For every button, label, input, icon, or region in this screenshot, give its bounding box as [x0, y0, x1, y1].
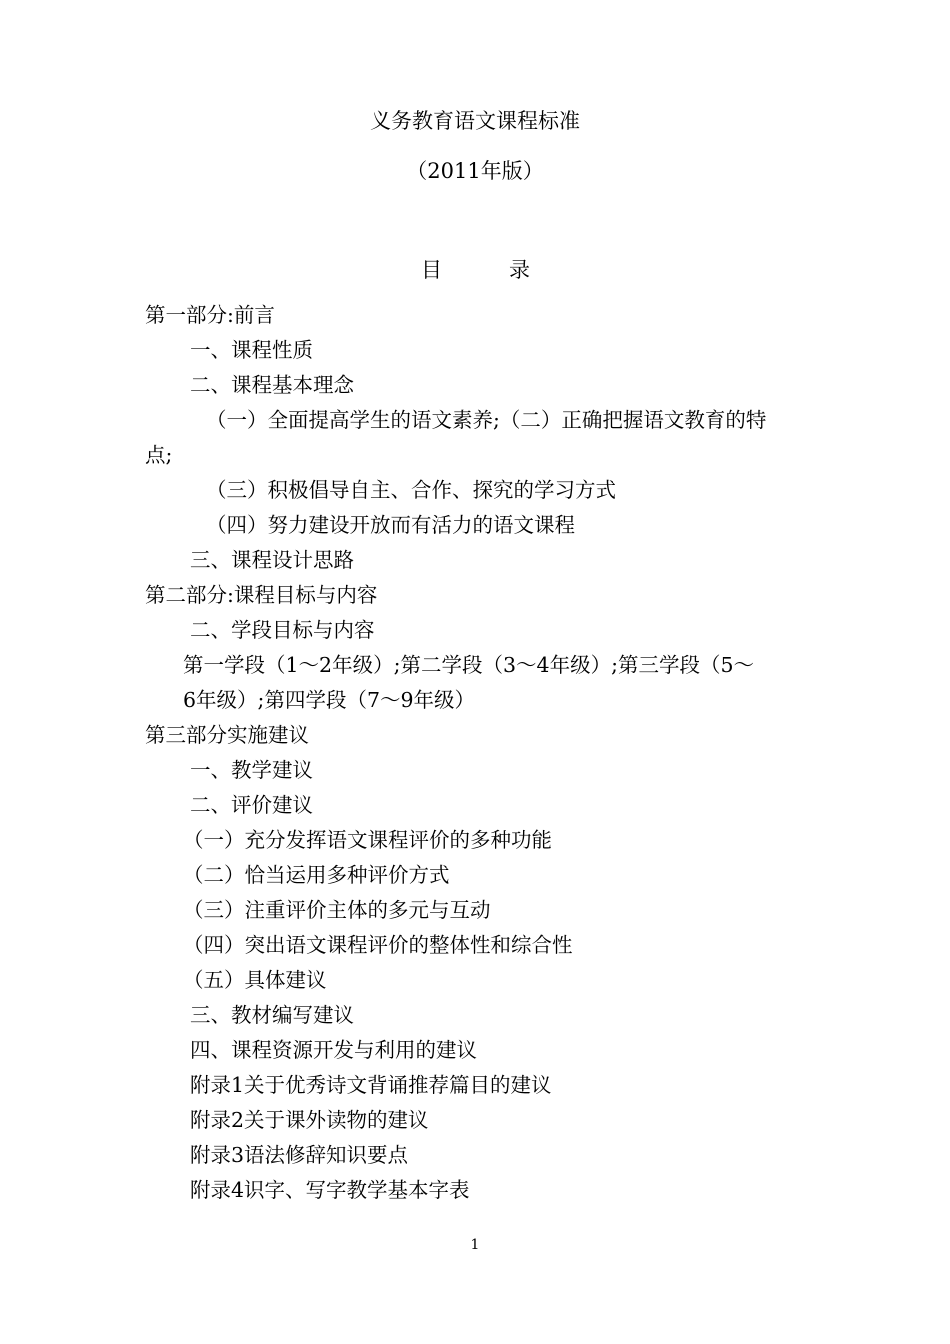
- toc-line: （四）努力建设开放而有活力的语文课程: [206, 513, 575, 537]
- toc-line: （二）恰当运用多种评价方式: [183, 863, 450, 887]
- toc-line: （一）充分发挥语文课程评价的多种功能: [183, 828, 552, 852]
- toc-line: （三）积极倡导自主、合作、探究的学习方式: [206, 478, 616, 502]
- toc-line: 第三部分实施建议: [145, 723, 309, 747]
- toc-heading-left: 目: [421, 258, 442, 282]
- toc-line: 一、课程性质: [190, 338, 313, 362]
- toc-line: （三）注重评价主体的多元与互动: [183, 898, 491, 922]
- document-edition: （2011年版）: [406, 159, 544, 183]
- toc-line: 四、课程资源开发与利用的建议: [190, 1038, 477, 1062]
- document-title: 义务教育语文课程标准: [370, 109, 580, 133]
- toc-line: 二、评价建议: [190, 793, 313, 817]
- toc-line: （一）全面提高学生的语文素养;（二）正确把握语文教育的特: [206, 408, 767, 432]
- toc-line: 附录4识字、写字教学基本字表: [190, 1178, 470, 1202]
- toc-line: 第一学段（1～2年级）;第二学段（3～4年级）;第三学段（5～: [183, 653, 755, 677]
- toc-heading-right: 录: [509, 258, 530, 282]
- toc-line: 附录1关于优秀诗文背诵推荐篇目的建议: [190, 1073, 552, 1097]
- toc-line: （五）具体建议: [183, 968, 327, 992]
- toc-line: 6年级）;第四学段（7～9年级）: [183, 688, 476, 712]
- toc-line: 三、教材编写建议: [190, 1003, 354, 1027]
- toc-line: 一、教学建议: [190, 758, 313, 782]
- toc-line: 三、课程设计思路: [190, 548, 354, 572]
- toc-line: 点;: [145, 443, 173, 467]
- toc-line: 第二部分:课程目标与内容: [145, 583, 378, 607]
- toc-line: 二、课程基本理念: [190, 373, 354, 397]
- page-number: 1: [470, 1237, 480, 1253]
- toc-line: （四）突出语文课程评价的整体性和综合性: [183, 933, 573, 957]
- toc-line: 第一部分:前言: [145, 303, 275, 327]
- toc-line: 附录2关于课外读物的建议: [190, 1108, 429, 1132]
- toc-line: 附录3语法修辞知识要点: [190, 1143, 409, 1167]
- toc-line: 二、学段目标与内容: [190, 618, 375, 642]
